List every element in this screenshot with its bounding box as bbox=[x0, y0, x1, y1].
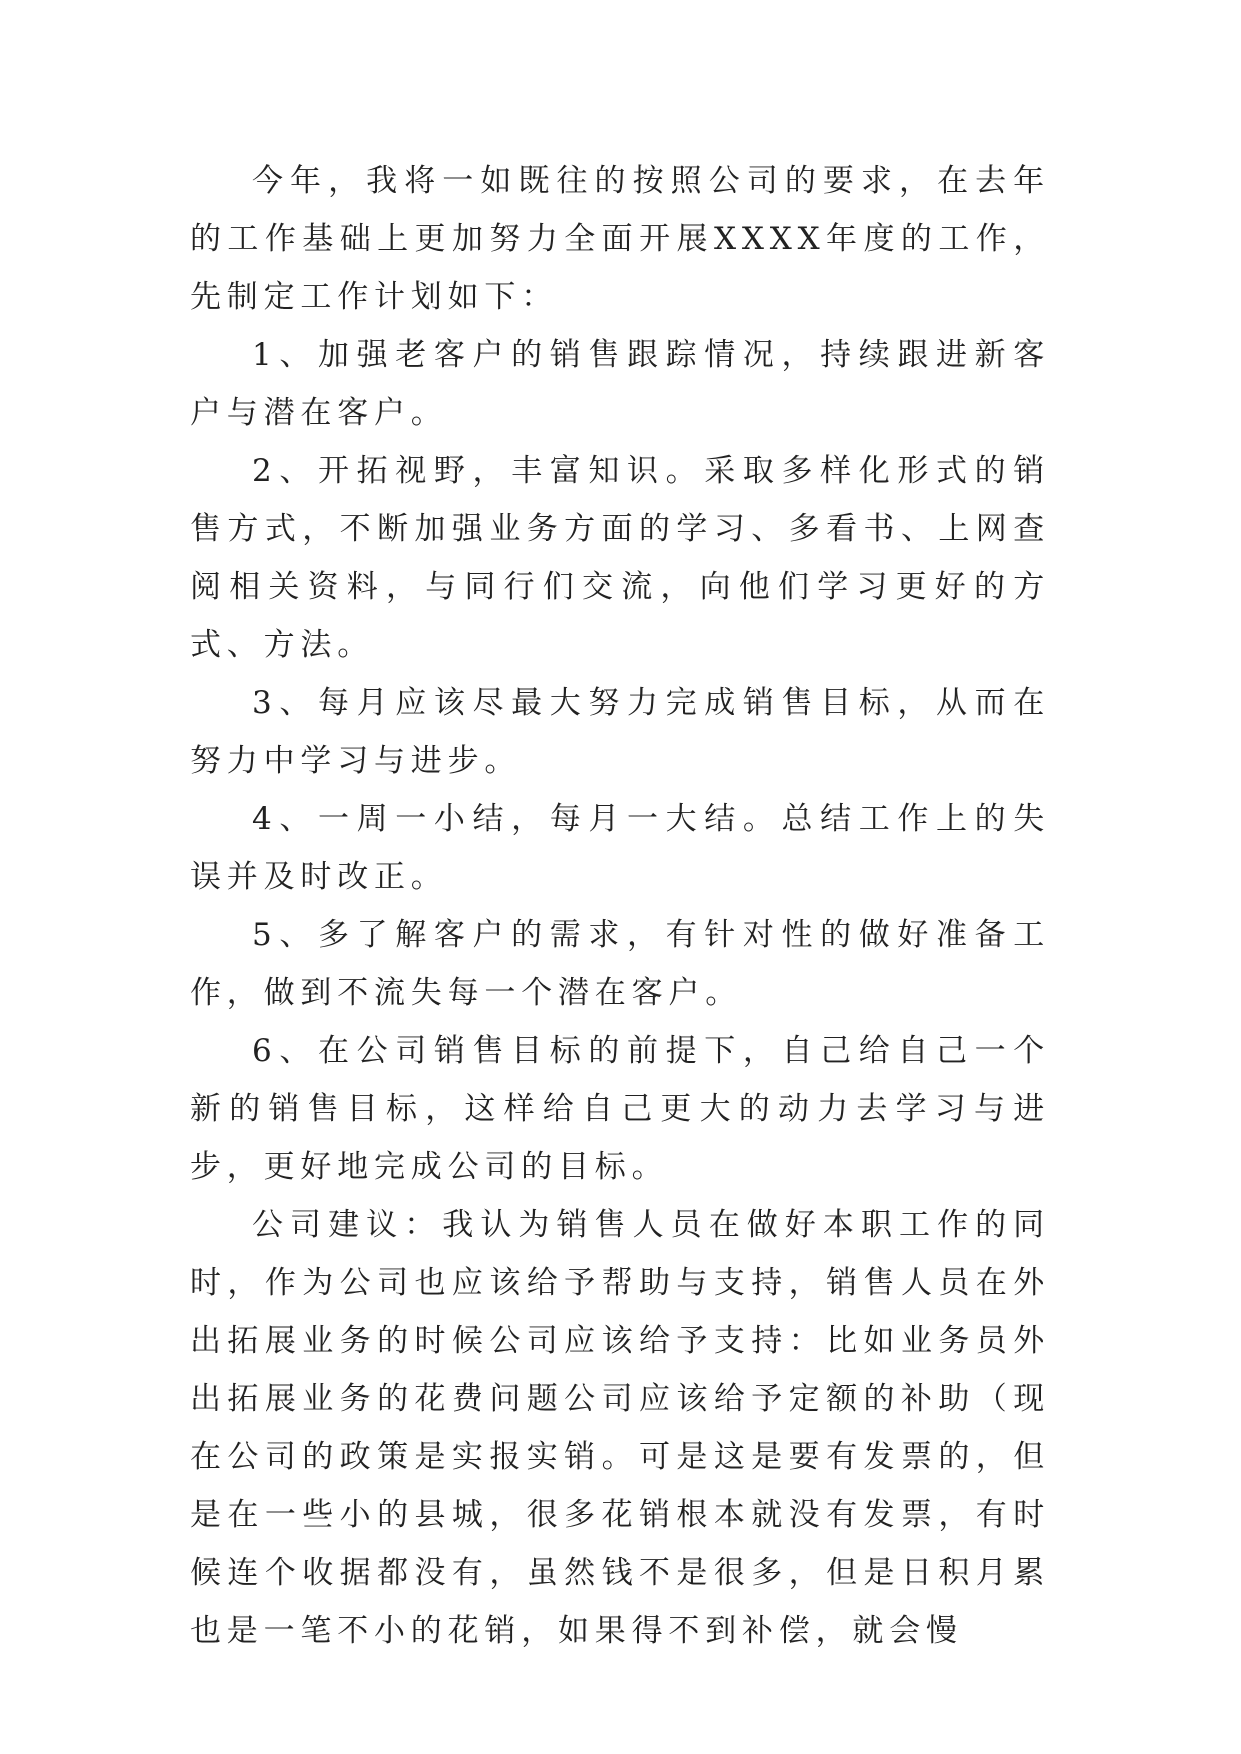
company-suggestion-paragraph: 公司建议：我认为销售人员在做好本职工作的同时，作为公司也应该给予帮助与支持，销售人员在外出拓展业务的时候公司应该给予支持：比如业务员外出拓展业务的花费问题公司应该给予定额的补助（现在公司的政策是实报实销。可是这是要有发票的，但是在一些小的县城，很多花销根本就没有发票，有时候连个收据都没有，虽然钱不是很多，但是日积月累也是一笔不小的花销，如果得不到补偿，就会慢 bbox=[190, 1207, 1050, 1649]
plan-item-4: 4、一周一小结，每月一大结。总结工作上的失误并及时改正。 bbox=[190, 801, 1050, 895]
document-body bbox=[190, 152, 1050, 1660]
plan-item-6: 6、在公司销售目标的前提下，自己给自己一个新的销售目标，这样给自己更大的动力去学习与进步，更好地完成公司的目标。 bbox=[190, 1033, 1050, 1185]
plan-item-1: 1、加强老客户的销售跟踪情况，持续跟进新客户与潜在客户。 bbox=[190, 337, 1050, 431]
plan-item-3: 3、每月应该尽最大努力完成销售目标，从而在努力中学习与进步。 bbox=[190, 685, 1050, 779]
plan-item-2: 2、开拓视野，丰富知识。采取多样化形式的销售方式，不断加强业务方面的学习、多看书、上网查阅相关资料，与同行们交流，向他们学习更好的方式、方法。 bbox=[190, 453, 1050, 663]
plan-item-5: 5、多了解客户的需求，有针对性的做好准备工作，做到不流失每一个潜在客户。 bbox=[190, 917, 1050, 1011]
intro-paragraph: 今年，我将一如既往的按照公司的要求，在去年的工作基础上更加努力全面开展XXXX年度的工作，先制定工作计划如下： bbox=[190, 163, 1050, 315]
